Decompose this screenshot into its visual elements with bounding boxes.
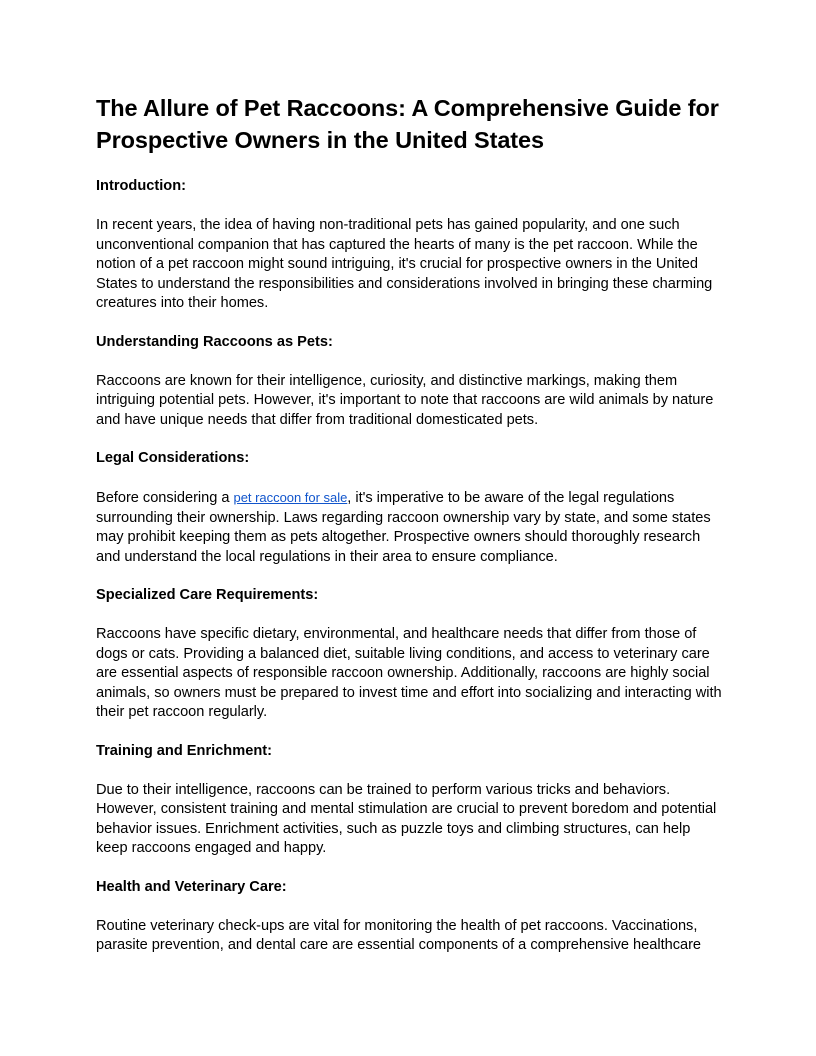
section-paragraph: Due to their intelligence, raccoons can be trained to perform various tricks and behaviors. However, consistent training and mental stimulation are crucial to prevent boredom and potential behavior issues. Enrichment activities, such as puzzle toys and climbing structures, can help keep raccoons engaged and happy.: [96, 781, 717, 856]
section-heading: Understanding Raccoons as Pets:: [96, 333, 333, 350]
section-paragraph: In recent years, the idea of having non-traditional pets has gained popularity, and one such unconventional companion that has captured the hearts of many is the pet raccoon. While the notion of a pet raccoon might sound intriguing, it's crucial for prospective owners in the United States to understand the responsibilities and considerations involved in bringing these charming creatures into their homes.: [96, 217, 713, 311]
section-paragraph: [96, 488, 722, 567]
section-legal-considerations: [96, 449, 722, 567]
section-understanding-raccoons: [96, 333, 722, 431]
section-training-enrichment: [96, 742, 722, 859]
pet-raccoon-for-sale-link[interactable]: pet raccoon for sale: [233, 490, 348, 505]
document-title: The Allure of Pet Raccoons: A Comprehensive Guide for Prospective Owners in the United States: [96, 95, 719, 153]
section-heading: Specialized Care Requirements:: [96, 587, 319, 603]
section-heading: Training and Enrichment:: [96, 742, 272, 759]
section-specialized-care: [96, 586, 722, 723]
section-introduction: [96, 177, 722, 314]
paragraph-text-after-link: , it's imperative to be aware of the legal regulations surrounding their ownership. Laws regarding raccoon ownership vary by state, and some states may prohibit keeping them as pets altogether. Prospective owners should thoroughly research and understand the local regulations in their area to ensure compliance.: [96, 490, 711, 565]
document-page: [96, 92, 722, 956]
section-paragraph: Raccoons have specific dietary, environmental, and healthcare needs that differ from those of dogs or cats. Providing a balanced diet, suitable living conditions, and access to veterinary care are essential aspects of responsible raccoon ownership. Additionally, raccoons are highly social animals, so owners must be prepared to invest time and effort into socializing and interacting with their pet raccoon regularly.: [96, 626, 722, 720]
section-heading: Legal Considerations:: [96, 450, 250, 466]
section-heading: Introduction:: [96, 178, 186, 194]
section-heading: Health and Veterinary Care:: [96, 878, 287, 895]
section-health-veterinary: [96, 878, 722, 956]
section-paragraph: Raccoons are known for their intelligence, curiosity, and distinctive markings, making them intriguing potential pets. However, it's important to note that raccoons are wild animals by nature and have unique needs that differ from traditional domesticated pets.: [96, 372, 714, 428]
section-paragraph: Routine veterinary check-ups are vital for monitoring the health of pet raccoons. Vaccinations, parasite prevention, and dental care are essential components of a comprehensive healthcare: [96, 917, 702, 953]
paragraph-text-before-link: Before considering a: [96, 490, 234, 506]
